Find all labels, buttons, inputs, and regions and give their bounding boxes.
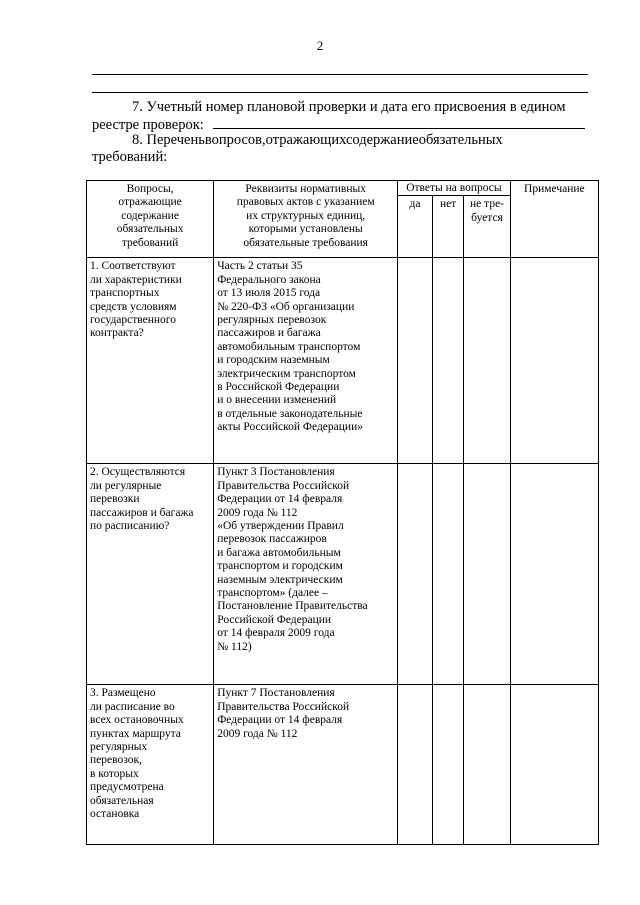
cell-line: Федерации от 14 февраля bbox=[217, 493, 343, 506]
cell-line: Вопросы, bbox=[126, 183, 174, 195]
item-7-line-1: 7. Учетный номер плановой проверки и дата его присвоения в едином bbox=[132, 99, 566, 115]
answer-yes-cell[interactable] bbox=[398, 464, 433, 685]
cell-line: требований bbox=[121, 236, 179, 249]
cell-line: Правительства Российской bbox=[217, 479, 350, 492]
header-not-required bbox=[464, 196, 510, 258]
table-row bbox=[87, 464, 599, 685]
cell-line: Правительства Российской bbox=[217, 700, 350, 713]
cell-line: 2009 года № 112 bbox=[217, 727, 298, 740]
cell-line: остановка bbox=[90, 808, 140, 821]
cell-line: обязательные требования bbox=[243, 236, 368, 249]
item-8-word: отражающих bbox=[265, 132, 346, 148]
note-cell[interactable] bbox=[510, 685, 598, 845]
item-8-word: 8. Перечень bbox=[132, 132, 205, 148]
header-yes: да bbox=[398, 196, 433, 258]
cell-line: 3. Размещено bbox=[90, 687, 156, 700]
cell-line: которыми установлены bbox=[248, 223, 363, 236]
cell-line: от 13 июля 2015 года bbox=[217, 287, 321, 300]
cell-line: и о внесении изменений bbox=[217, 394, 337, 407]
cell-line: Федерации от 14 февраля bbox=[217, 714, 343, 727]
question-cell bbox=[87, 464, 214, 685]
question-cell bbox=[87, 685, 214, 845]
table-row bbox=[87, 685, 599, 845]
cell-line: всех остановочных bbox=[90, 714, 184, 727]
cell-line: Пункт 3 Постановления bbox=[217, 466, 335, 479]
item-8-word: обязательных bbox=[418, 132, 503, 148]
requirements-table bbox=[86, 180, 599, 845]
cell-line: транспортом и городским bbox=[217, 560, 343, 573]
cell-line: в Российской Федерации bbox=[217, 381, 340, 394]
cell-line: Пункт 7 Постановления bbox=[217, 687, 335, 700]
cell-line: ли характеристики bbox=[90, 273, 182, 286]
cell-line: буется bbox=[471, 211, 503, 224]
cell-line: «Об утверждении Правил bbox=[217, 520, 344, 533]
blank-line-2 bbox=[92, 92, 588, 93]
cell-line: 2009 года № 112 bbox=[217, 506, 298, 519]
header-requisites bbox=[214, 181, 398, 258]
cell-line: транспортных bbox=[90, 287, 160, 300]
item-8 bbox=[92, 132, 596, 166]
cell-line: № 112) bbox=[217, 640, 252, 653]
cell-line: наземным электрическим bbox=[217, 573, 343, 586]
cell-line: Реквизиты нормативных bbox=[245, 183, 366, 195]
cell-line: правовых актов с указанием bbox=[236, 196, 375, 209]
cell-line: 2. Осуществляются bbox=[90, 466, 186, 479]
cell-line: от 14 февраля 2009 года bbox=[217, 627, 335, 640]
cell-line: контракта? bbox=[90, 327, 144, 340]
cell-line: отражающие bbox=[118, 196, 182, 209]
cell-line: регулярных перевозок bbox=[217, 314, 327, 327]
cell-line: перевозок пассажиров bbox=[217, 533, 327, 546]
answer-no-cell[interactable] bbox=[432, 685, 464, 845]
cell-line: регулярных bbox=[90, 741, 148, 754]
question-cell bbox=[87, 258, 214, 464]
item-8-word: вопросов, bbox=[204, 132, 266, 148]
item-7-line-2: реестре проверок: bbox=[92, 117, 204, 133]
cell-line: в которых bbox=[90, 767, 139, 780]
registry-number-field[interactable] bbox=[213, 116, 585, 129]
header-note: Примечание bbox=[510, 181, 598, 258]
answer-not-required-cell[interactable] bbox=[464, 464, 510, 685]
cell-line: пунктах маршрута bbox=[90, 727, 181, 740]
requisites-cell bbox=[214, 685, 398, 845]
cell-line: перевозки bbox=[90, 493, 140, 506]
item-8-line-1 bbox=[92, 132, 596, 149]
cell-line: Федерального закона bbox=[217, 273, 321, 286]
cell-line: по расписанию? bbox=[90, 520, 170, 533]
cell-line: акты Российской Федерации» bbox=[217, 421, 363, 434]
item-7 bbox=[92, 99, 596, 134]
cell-line: обязательная bbox=[90, 794, 154, 807]
header-questions bbox=[87, 181, 214, 258]
cell-line: транспортом» (далее – bbox=[217, 587, 328, 600]
cell-line: Часть 2 статьи 35 bbox=[217, 260, 303, 273]
requisites-cell bbox=[214, 464, 398, 685]
cell-line: и городским наземным bbox=[217, 354, 330, 367]
table-row bbox=[87, 258, 599, 464]
cell-line: не тре- bbox=[470, 198, 505, 211]
cell-line: предусмотрена bbox=[90, 781, 164, 794]
cell-line: пассажиров и багажа bbox=[90, 506, 194, 519]
cell-line: средств условиям bbox=[90, 300, 177, 313]
note-cell[interactable] bbox=[510, 258, 598, 464]
item-8-word: содержание bbox=[345, 132, 419, 148]
cell-line: Российской Федерации bbox=[217, 613, 332, 626]
answer-no-cell[interactable] bbox=[432, 258, 464, 464]
cell-line: в отдельные законодательные bbox=[217, 407, 363, 420]
cell-line: 1. Соответствуют bbox=[90, 260, 176, 273]
blank-line-1 bbox=[92, 74, 588, 75]
cell-line: государственного bbox=[90, 314, 176, 327]
cell-line: их структурных единиц, bbox=[246, 209, 366, 222]
cell-line: содержание bbox=[121, 209, 179, 222]
cell-line: № 220-ФЗ «Об организации bbox=[217, 300, 355, 313]
answer-not-required-cell[interactable] bbox=[464, 685, 510, 845]
header-answers: Ответы на вопросы bbox=[398, 181, 510, 196]
requisites-cell bbox=[214, 258, 398, 464]
note-cell[interactable] bbox=[510, 464, 598, 685]
cell-line: электрическим транспортом bbox=[217, 367, 356, 380]
cell-line: автомобильным транспортом bbox=[217, 340, 361, 353]
cell-line: обязательных bbox=[116, 223, 184, 236]
cell-line: пассажиров и багажа bbox=[217, 327, 321, 340]
cell-line: ли расписание во bbox=[90, 700, 175, 713]
answer-no-cell[interactable] bbox=[432, 464, 464, 685]
cell-line: Постановление Правительства bbox=[217, 600, 368, 613]
answer-yes-cell[interactable] bbox=[398, 685, 433, 845]
header-no: нет bbox=[432, 196, 464, 258]
answer-yes-cell[interactable] bbox=[398, 258, 433, 464]
answer-not-required-cell[interactable] bbox=[464, 258, 510, 464]
item-8-line-2: требований: bbox=[92, 149, 168, 165]
cell-line: перевозок, bbox=[90, 754, 142, 767]
cell-line: и багажа автомобильным bbox=[217, 546, 341, 559]
cell-line: ли регулярные bbox=[90, 479, 162, 492]
page-number: 2 bbox=[316, 38, 324, 53]
